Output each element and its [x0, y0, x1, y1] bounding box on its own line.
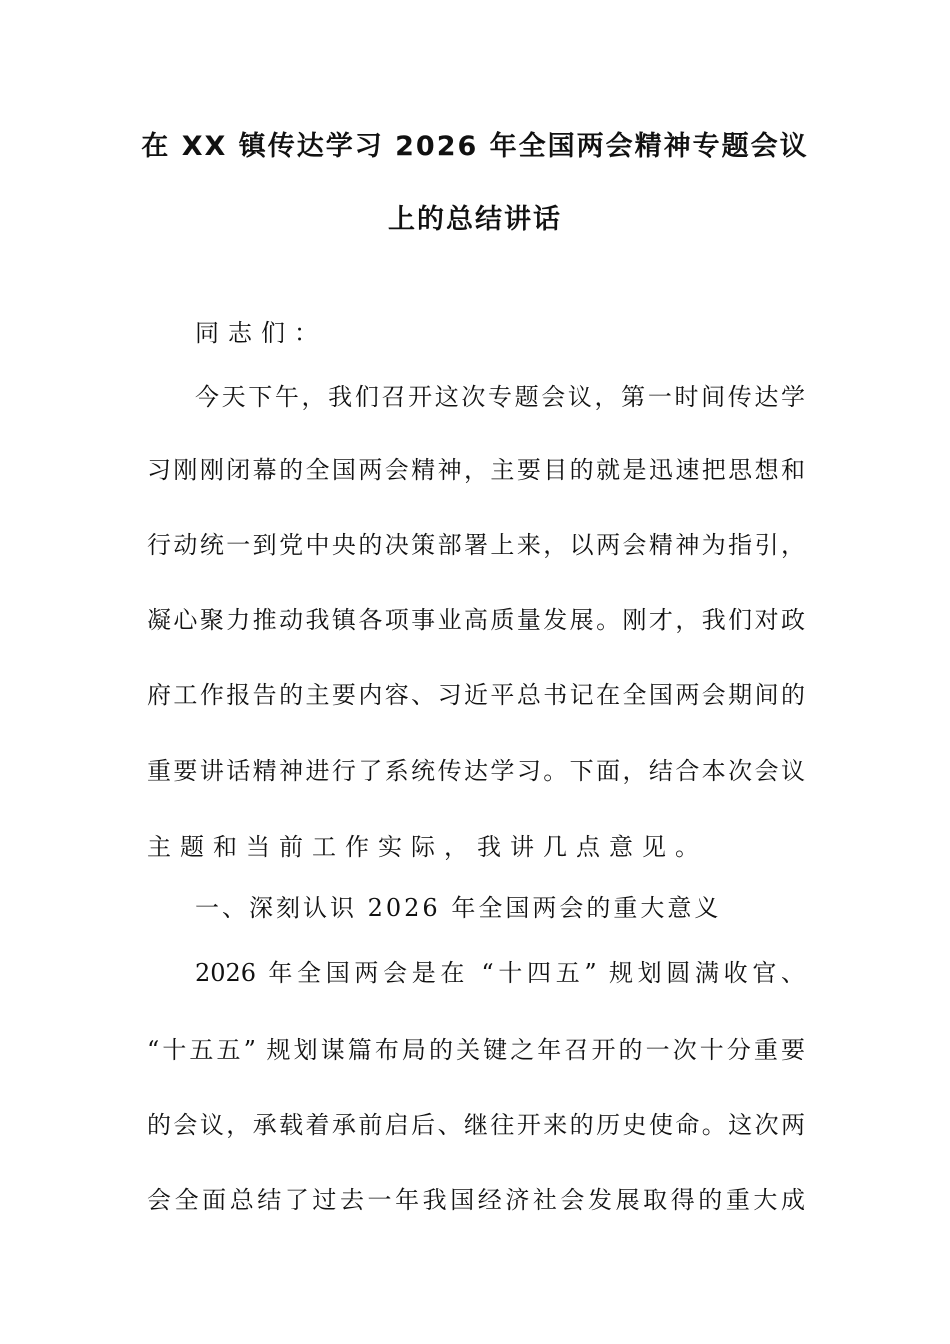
paragraph-line: 的会议，承载着承前启后、继往开来的历史使命。这次两	[147, 1111, 805, 1139]
paragraph-line: “十五五” 规划谋篇布局的关键之年召开的一次十分重要	[147, 1036, 805, 1064]
paragraph-line: 凝心聚力推动我镇各项事业高质量发展。刚才，我们对政	[147, 606, 805, 634]
paragraph-line: 府工作报告的主要内容、习近平总书记在全国两会期间的	[147, 681, 805, 709]
paragraph-line: 2026 年全国两会是在 “十四五” 规划圆满收官、	[195, 959, 805, 987]
paragraph-line: 主题和当前工作实际，我讲几点意见。	[147, 833, 708, 861]
paragraph-line: 重要讲话精神进行了系统传达学习。下面，结合本次会议	[147, 757, 805, 785]
salutation: 同志们：	[195, 319, 327, 347]
section-heading: 一、深刻认识 2026 年全国两会的重大意义	[195, 894, 722, 922]
document-title-line-2: 上的总结讲话	[388, 204, 562, 235]
paragraph-line: 行动统一到党中央的决策部署上来，以两会精神为指引，	[147, 531, 805, 559]
paragraph-line: 会全面总结了过去一年我国经济社会发展取得的重大成	[147, 1186, 805, 1214]
document-title-line-1: 在 XX 镇传达学习 2026 年全国两会精神专题会议	[141, 131, 809, 162]
paragraph-line: 习刚刚闭幕的全国两会精神，主要目的就是迅速把思想和	[147, 456, 805, 484]
paragraph-line: 今天下午，我们召开这次专题会议，第一时间传达学	[195, 383, 805, 411]
